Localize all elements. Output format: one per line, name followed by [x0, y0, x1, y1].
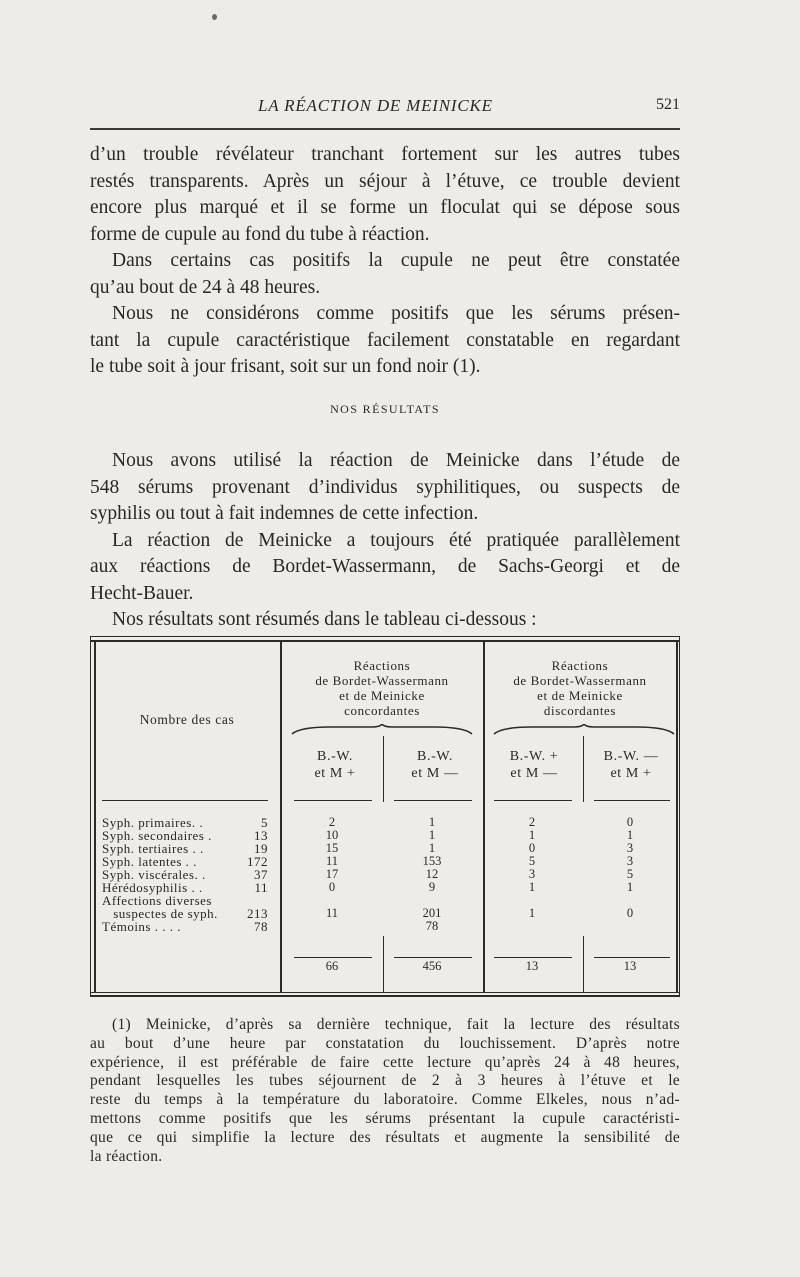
header-separator: [494, 800, 572, 801]
row-label: Témoins . . . .: [102, 919, 181, 934]
table-cell: 201: [422, 906, 442, 920]
column-divider: [383, 936, 384, 992]
paragraph: [90, 528, 680, 608]
total-cell: 456: [422, 959, 442, 973]
text-line: d’un trouble révélateur tranchant fortement sur les autres tubes: [90, 144, 680, 165]
row-count: 78: [254, 919, 268, 934]
footnote-line: la réaction.: [90, 1147, 163, 1165]
section-title: NOS RÉSULTATS: [330, 402, 440, 416]
paragraph: [90, 607, 680, 634]
table-cell: 1: [428, 828, 436, 842]
row-label: Syph. latentes . .: [102, 854, 197, 869]
table-cell: 3: [626, 854, 634, 868]
totals-separator: [594, 957, 670, 958]
table-cell: 1: [626, 828, 634, 842]
row-label: Syph. secondaires .: [102, 828, 212, 843]
text-line: Dans certains cas positifs la cupule ne peut être constatée: [112, 250, 680, 271]
header-separator: [102, 800, 268, 801]
table-cell: 17: [325, 867, 339, 881]
footnote-line: mettons comme positifs que les sérums présentant la cupule caractéristi-: [90, 1109, 680, 1127]
table-cell: 11: [325, 906, 339, 920]
column-header: B.-W. + et M —: [509, 749, 559, 781]
totals-separator: [494, 957, 572, 958]
row-label: Syph. viscérales. .: [102, 867, 206, 882]
table-cell: 0: [626, 815, 634, 829]
row-label: Hérédosyphilis . .: [102, 880, 203, 895]
text-line: aux réactions de Bordet-Wassermann, de Sachs-Georgi et de: [90, 556, 680, 577]
column-divider: [583, 736, 584, 802]
text-line: Hecht-Bauer.: [90, 582, 194, 604]
table-cell: 1: [528, 828, 536, 842]
row-count: 5: [261, 815, 268, 830]
row-count: 37: [254, 867, 268, 882]
column-divider: [583, 936, 584, 992]
table-border: [90, 995, 680, 997]
row-count: 11: [254, 880, 268, 895]
text-line: forme de cupule au fond du tube à réaction.: [90, 223, 430, 245]
print-speck: [212, 14, 217, 20]
text-line: encore plus marqué et il se forme un floculat qui se dépose sous: [90, 197, 680, 218]
table-border: [90, 992, 680, 993]
table-border: [90, 636, 91, 996]
body-text-upper: [90, 142, 680, 381]
table-border: [90, 636, 680, 637]
header-separator: [294, 800, 372, 801]
text-line: syphilis ou tout à fait indemnes de cette infection.: [90, 503, 479, 524]
table-cell: 2: [528, 815, 536, 829]
text-line: 548 sérums provenant d’individus syphilitiques, ou suspects de: [90, 476, 680, 498]
totals-separator: [394, 957, 472, 958]
totals-separator: [294, 957, 372, 958]
page-number: 521: [656, 96, 680, 113]
table-cell: 0: [528, 841, 536, 855]
column-header: B.-W. — et M +: [603, 749, 659, 781]
text-line: Nos résultats sont résumés dans le tableau ci-dessous :: [112, 609, 537, 630]
footnote-line: au bout d’une heure par constatation du louchissement. D’après notre: [90, 1034, 680, 1052]
row-label: Syph. tertiaires . .: [102, 841, 204, 856]
row-header: Nombre des cas: [139, 712, 235, 727]
text-line: Nous ne considérons comme positifs que les sérums présen-: [112, 303, 680, 324]
group-header-concordant: Réactions de Bordet-Wassermann et de Meinicke concordantes: [315, 658, 449, 718]
running-head: [90, 92, 680, 122]
table-cell: 153: [422, 854, 442, 868]
table-cell: 3: [528, 867, 536, 881]
footnote-line: pendant lesquelles les tubes séjournent de 2 à 3 heures à l’étuve et le: [90, 1072, 680, 1090]
brace-concordant: [290, 724, 474, 736]
table-border: [90, 640, 680, 642]
table-cell: 2: [328, 815, 336, 829]
row-count: 19: [254, 841, 268, 856]
footnote: [90, 1016, 680, 1166]
table-cell: 12: [425, 867, 439, 881]
total-cell: 13: [525, 959, 539, 973]
body-text-lower: [90, 448, 680, 634]
table-cell: 1: [528, 906, 536, 920]
table-border: [676, 640, 678, 992]
column-header: B.-W. et M +: [314, 749, 356, 781]
table-cell: 15: [325, 841, 339, 855]
group-header-discordant: Réactions de Bordet-Wassermann et de Meinicke discordantes: [513, 658, 647, 718]
brace-discordant: [492, 724, 676, 736]
table-cell: 3: [626, 841, 634, 855]
paragraph: [90, 142, 680, 248]
row-count: 13: [254, 828, 268, 843]
table-cell: 1: [428, 841, 436, 855]
header-rule: [90, 128, 680, 130]
row-count: 213: [247, 906, 268, 921]
row-label: Affections diverses: [102, 893, 212, 908]
text-line: Nous avons utilisé la réaction de Meinicke dans l’étude de: [112, 450, 680, 471]
paragraph: [90, 248, 680, 301]
column-header: B.-W. et M —: [411, 749, 459, 781]
footnote-line: expérience, il est préférable de faire cette lecture qu’après 24 à 48 heures,: [90, 1053, 680, 1071]
table-cell: 10: [325, 828, 339, 842]
row-count: 172: [247, 854, 268, 869]
row-label: Syph. primaires. .: [102, 815, 204, 830]
table-cell: 11: [325, 854, 339, 868]
text-line: tant la cupule caractéristique facilement constatable en regardant: [90, 329, 680, 351]
column-divider: [383, 736, 384, 802]
table-border: [679, 636, 680, 996]
table-cell: 5: [626, 867, 634, 881]
text-line: le tube soit à jour frisant, soit sur un fond noir (1).: [90, 356, 481, 377]
table-cell: 0: [328, 880, 336, 894]
text-line: qu’au bout de 24 à 48 heures.: [90, 276, 321, 298]
table-cell: 1: [428, 815, 436, 829]
table-cell: 78: [425, 919, 439, 933]
paragraph: [90, 448, 680, 528]
table-cell: 1: [528, 880, 536, 894]
table-cell: 1: [626, 880, 634, 894]
row-label: suspectes de syph.: [102, 906, 218, 921]
table-cell: 5: [528, 854, 536, 868]
text-line: restés transparents. Après un séjour à l’étuve, ce trouble devient: [90, 170, 680, 192]
total-cell: 66: [325, 959, 339, 973]
running-head-title: LA RÉACTION DE MEINICKE: [258, 96, 493, 115]
total-cell: 13: [623, 959, 637, 973]
header-separator: [394, 800, 472, 801]
paragraph: [90, 301, 680, 381]
table-border: [94, 640, 96, 992]
header-separator: [594, 800, 670, 801]
footnote-line: (1) Meinicke, d’après sa dernière technique, fait la lecture des résultats: [112, 1016, 680, 1033]
results-table: [90, 636, 680, 996]
footnote-line: que ce qui simplifie la lecture des résultats et augmente la sensibilité de: [90, 1128, 680, 1146]
table-cell: 9: [428, 880, 436, 894]
text-line: La réaction de Meinicke a toujours été pratiquée parallèlement: [112, 529, 680, 551]
footnote-line: reste du temps à la température du laboratoire. Comme Elkeles, nous n’ad-: [90, 1091, 680, 1109]
table-cell: 0: [626, 906, 634, 920]
